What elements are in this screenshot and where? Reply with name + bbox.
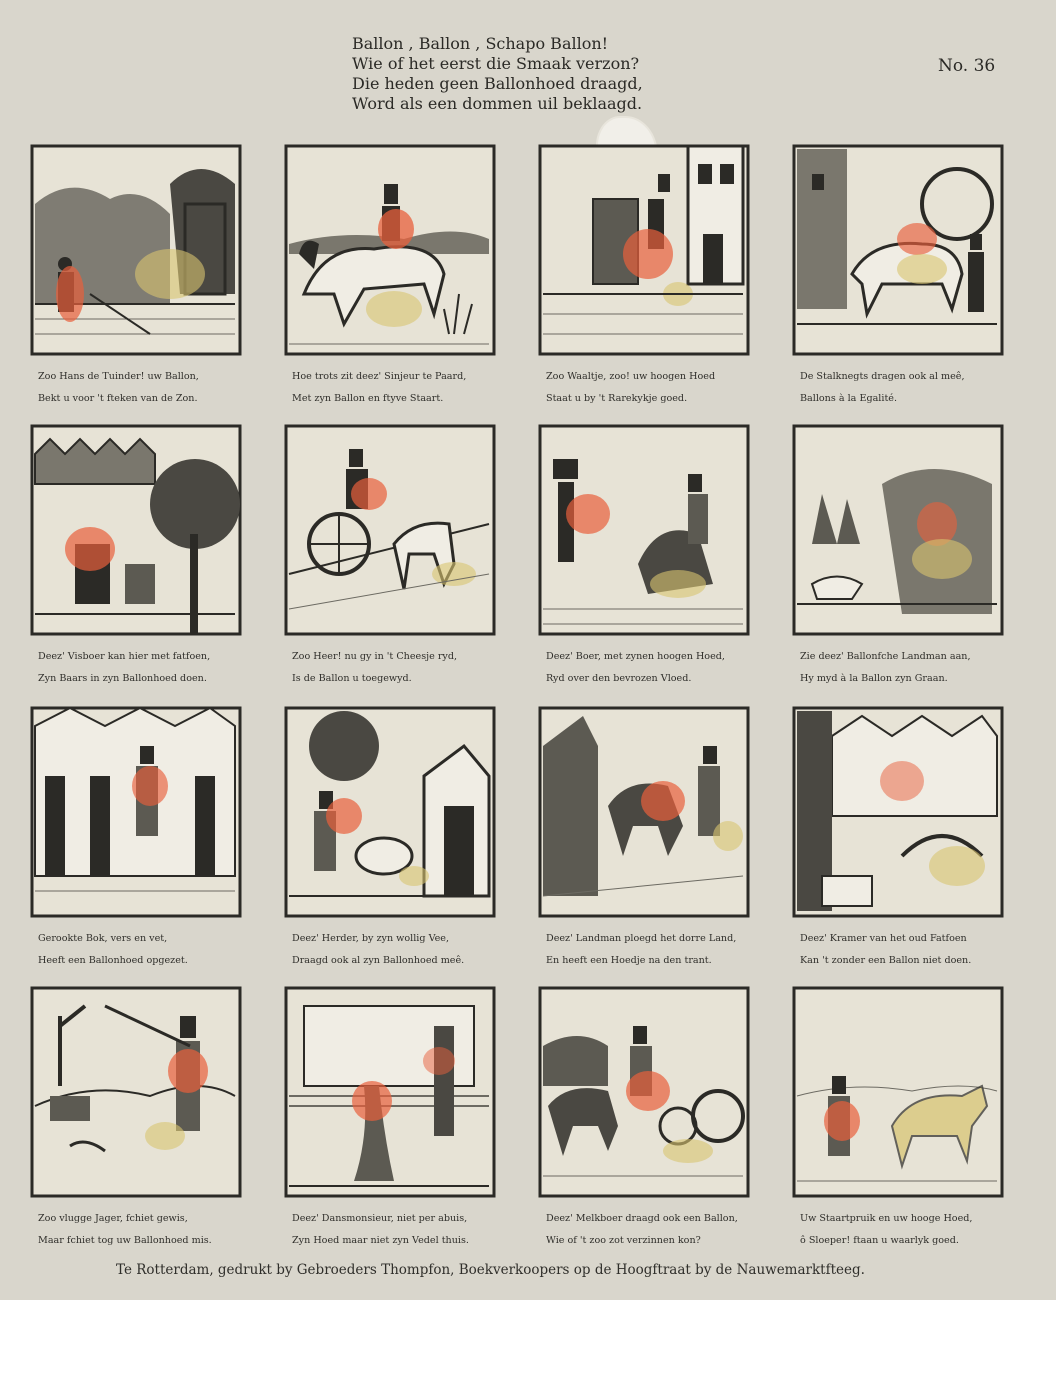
- print-1: [30, 144, 242, 404]
- print-5: [30, 424, 242, 684]
- print-10: [284, 706, 496, 966]
- woodcut-milkman: [538, 986, 750, 1198]
- print-5-line-1: Deez' Visboer kan hier met fatfoen,: [38, 651, 211, 662]
- print-7: [538, 424, 750, 684]
- print-14-line-2: Zyn Hoed maar niet zyn Vedel thuis.: [292, 1235, 469, 1246]
- sheet-number: No. 36: [938, 56, 996, 76]
- print-14: [284, 986, 496, 1246]
- print-1-line-1: Zoo Hans de Tuinder! uw Ballon,: [38, 371, 199, 382]
- print-6-line-1: Zoo Heer! nu gy in 't Cheesje ryd,: [292, 651, 458, 662]
- print-14-line-1: Deez' Dansmonsieur, niet per abuis,: [292, 1213, 468, 1224]
- print-1-line-2: Bekt u voor 't fteken van de Zon.: [38, 393, 198, 404]
- woodcut-farmer-mowing: [792, 424, 1004, 636]
- woodcut-carriage: [284, 424, 496, 636]
- print-2: [284, 144, 496, 404]
- print-2-line-2: Met zyn Ballon en ftyve Staart.: [292, 393, 444, 404]
- print-12-line-2: Kan 't zonder een Ballon niet doen.: [800, 955, 972, 966]
- print-7-line-2: Ryd over den bevrozen Vloed.: [546, 673, 692, 684]
- printer-imprint: Te Rotterdam, gedrukt by Gebroeders Thompfon, Boekverkoopers op de Hoogftraat by de Nauwemarktfteeg.: [116, 1262, 865, 1278]
- print-3-line-2: Staat u by 't Rarekykje goed.: [546, 393, 688, 404]
- print-6: [284, 424, 496, 684]
- woodcut-sled: [538, 424, 750, 636]
- print-10-line-1: Deez' Herder, by zyn wollig Vee,: [292, 933, 450, 944]
- print-4-line-1: De Stalknegts dragen ook al meê,: [800, 371, 965, 382]
- print-13-line-1: Zoo vlugge Jager, fchiet gewis,: [38, 1213, 188, 1224]
- print-12-line-1: Deez' Kramer van het oud Fatfoen: [800, 933, 967, 944]
- print-9-line-1: Gerookte Bok, vers en vet,: [38, 933, 168, 944]
- title-line-2: Wie of het eerst die Smaak verzon?: [352, 54, 640, 73]
- print-4: [792, 144, 1004, 404]
- woodcut-hunter: [30, 986, 242, 1198]
- print-5-line-2: Zyn Baars in zyn Ballonhoed doen.: [38, 673, 207, 684]
- title-line-3: Die heden geen Ballonhoed draagd,: [352, 74, 643, 93]
- woodcut-peepshow: [538, 144, 750, 356]
- woodcut-peddler: [792, 706, 1004, 918]
- print-8: [792, 424, 1004, 684]
- print-11: [538, 706, 750, 966]
- print-11-line-2: En heeft een Hoedje na den trant.: [546, 955, 712, 966]
- woodcut-ploughman: [538, 706, 750, 918]
- print-15: [538, 986, 750, 1246]
- woodcut-dancers: [284, 986, 496, 1198]
- woodcut-shepherd: [284, 706, 496, 918]
- print-7-line-1: Deez' Boer, met zynen hoogen Hoed,: [546, 651, 725, 662]
- print-2-line-1: Hoe trots zit deez' Sinjeur te Paard,: [292, 371, 467, 382]
- print-12: [792, 706, 1004, 966]
- print-6-line-2: Is de Ballon u toegewyd.: [292, 673, 412, 684]
- woodcut-fishmonger: [30, 424, 242, 636]
- woodcut-gardener: [30, 144, 242, 356]
- print-13-line-2: Maar fchiet tog uw Ballonhoed mis.: [38, 1235, 212, 1246]
- print-9: [30, 706, 242, 966]
- woodcut-sledge-horse: [792, 986, 1004, 1198]
- title-line-4: Word als een dommen uil beklaagd.: [352, 94, 643, 113]
- print-4-line-2: Ballons à la Egalité.: [800, 393, 898, 404]
- print-3-line-1: Zoo Waaltje, zoo! uw hoogen Hoed: [546, 371, 716, 382]
- woodcut-fish-seller: [30, 706, 242, 918]
- print-9-line-2: Heeft een Ballonhoed opgezet.: [38, 955, 188, 966]
- woodcut-rider: [284, 144, 496, 356]
- woodcut-stablehands: [792, 144, 1004, 356]
- print-16-line-1: Uw Staartpruik en uw hooge Hoed,: [800, 1213, 973, 1224]
- print-15-line-2: Wie of 't zoo zot verzinnen kon?: [546, 1235, 701, 1246]
- sheet-title: [352, 34, 732, 114]
- print-8-line-2: Hy myd à la Ballon zyn Graan.: [800, 673, 948, 684]
- print-15-line-1: Deez' Melkboer draagd ook een Ballon,: [546, 1213, 738, 1224]
- print-16: [792, 986, 1004, 1246]
- print-16-line-2: ô Sloeper! ftaan u waarlyk goed.: [800, 1235, 959, 1246]
- print-8-line-1: Zie deez' Ballonfche Landman aan,: [800, 651, 971, 662]
- print-13: [30, 986, 242, 1246]
- print-11-line-1: Deez' Landman ploegd het dorre Land,: [546, 933, 737, 944]
- print-10-line-2: Draagd ook al zyn Ballonhoed meê.: [292, 955, 465, 966]
- title-line-1: Ballon , Ballon , Schapo Ballon!: [352, 34, 609, 53]
- print-3: [538, 144, 750, 404]
